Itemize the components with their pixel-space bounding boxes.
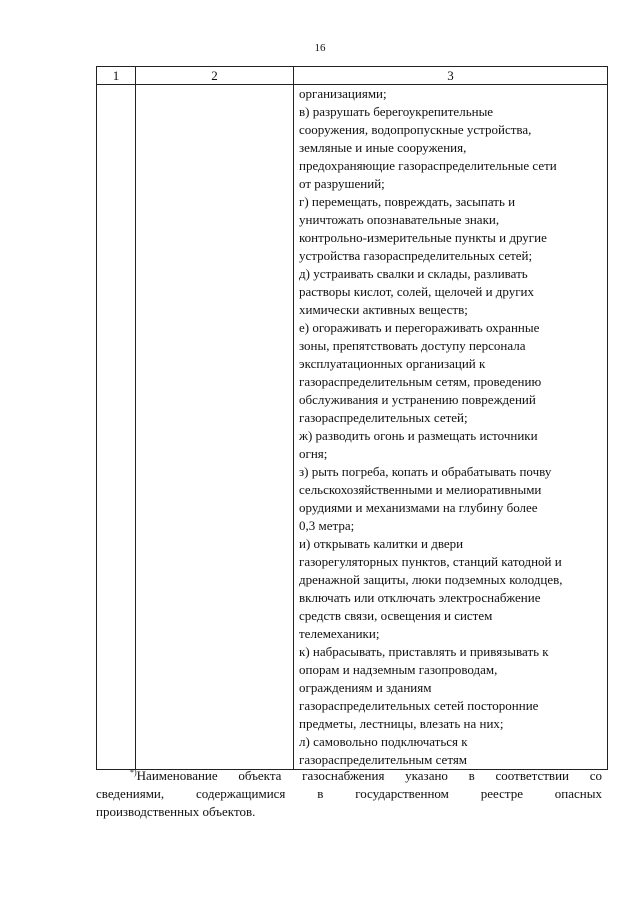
text-line: газорегуляторных пунктов, станций катодной и	[299, 554, 562, 569]
text-line: сооружения, водопропускные устройства,	[299, 122, 532, 137]
text-line: газораспределительных сетей посторонние	[299, 698, 539, 713]
footnote-line-3: производственных объектов.	[96, 804, 256, 819]
text-line: включать или отключать электроснабжение	[299, 590, 541, 605]
requirements-text	[299, 85, 605, 769]
text-line: сельскохозяйственными и мелиоративными	[299, 482, 542, 497]
text-line: контрольно-измерительные пункты и другие	[299, 230, 547, 245]
table-row	[97, 85, 608, 770]
column-header-2: 2	[136, 67, 294, 85]
text-line: л) самовольно подключаться к	[299, 734, 468, 749]
text-line: предметы, лестницы, влезать на них;	[299, 716, 504, 731]
text-line: газораспределительных сетей;	[299, 410, 468, 425]
footnote-line-1	[96, 764, 602, 785]
text-line: телемеханики;	[299, 626, 380, 641]
text-line: предохраняющие газораспределительные сети	[299, 158, 557, 173]
text-line: уничтожать опознавательные знаки,	[299, 212, 500, 227]
text-line: эксплуатационных организаций к	[299, 356, 486, 371]
text-line: газораспределительным сетям, проведению	[299, 374, 542, 389]
column-header-3: 3	[294, 67, 608, 85]
text-line: растворы кислот, солей, щелочей и других	[299, 284, 535, 299]
text-line: устройства газораспределительных сетей;	[299, 248, 533, 263]
page-number: 16	[314, 42, 326, 54]
text-line: ограждениям и зданиям	[299, 680, 432, 695]
text-line: средств связи, освещения и систем	[299, 608, 493, 623]
text-line: огня;	[299, 446, 328, 461]
text-line: и) открывать калитки и двери	[299, 536, 464, 551]
text-line: в) разрушать берегоукрепительные	[299, 104, 494, 119]
text-line: опорам и надземным газопроводам,	[299, 662, 498, 677]
table-header-row	[97, 67, 608, 85]
footnote-mark: *)	[130, 768, 137, 777]
text-line: дренажной защиты, люки подземных колодцев,	[299, 572, 563, 587]
text-line: орудиями и механизмами на глубину более	[299, 500, 538, 515]
text-line: г) перемещать, повреждать, засыпать и	[299, 194, 516, 209]
text-line: от разрушений;	[299, 176, 385, 191]
text-line: д) устраивать свалки и склады, разливать	[299, 266, 528, 281]
text-line: 0,3 метра;	[299, 518, 355, 533]
column-3-cell	[294, 85, 608, 770]
text-line: земляные и иные сооружения,	[299, 140, 467, 155]
text-line: химически активных веществ;	[299, 302, 468, 317]
document-table	[96, 66, 608, 770]
text-line: газораспределительным сетям	[299, 752, 468, 767]
column-header-1: 1	[97, 67, 136, 85]
text-line: е) огораживать и перегораживать охранные	[299, 320, 540, 335]
text-line: обслуживания и устранению повреждений	[299, 392, 536, 407]
footnote	[96, 764, 602, 821]
footnote-line-2: сведениями, содержащимися в государственном реестре опасных	[96, 786, 602, 801]
text-line: организациями;	[299, 86, 387, 101]
column-1-cell	[97, 85, 136, 770]
text-line: з) рыть погреба, копать и обрабатывать почву	[299, 464, 552, 479]
text-line: к) набрасывать, приставлять и привязывать к	[299, 644, 549, 659]
footnote-text-1: Наименование объекта газоснабжения указано в соответствии со	[136, 768, 602, 783]
text-line: ж) разводить огонь и размещать источники	[299, 428, 538, 443]
column-2-cell	[136, 85, 294, 770]
text-line: зоны, препятствовать доступу персонала	[299, 338, 526, 353]
